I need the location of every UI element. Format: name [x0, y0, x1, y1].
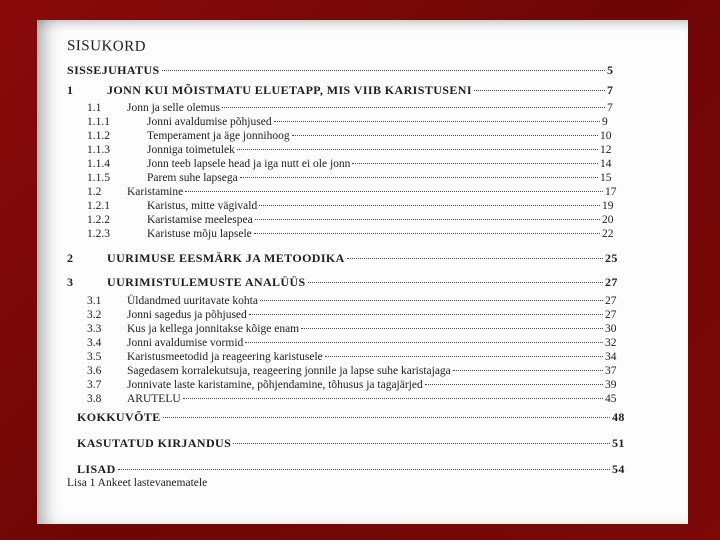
dot-leader — [352, 163, 598, 164]
scanned-page — [37, 20, 688, 524]
dot-leader — [222, 107, 605, 108]
toc-entry-label: KOKKUVÕTE — [77, 410, 161, 424]
toc-entry-page: 12 — [600, 144, 612, 156]
toc-entry — [87, 101, 627, 115]
toc-entry-page: 5 — [607, 63, 614, 77]
toc-entry-number: 3.5 — [87, 351, 102, 363]
dot-leader — [292, 135, 598, 136]
toc-entry-label: Kus ja kellega jonnitakse kõige enam — [127, 323, 300, 335]
toc-entry-page: 9 — [602, 116, 608, 128]
dot-leader — [453, 370, 603, 371]
toc-entry — [87, 378, 625, 392]
toc-entry-number: 3.1 — [87, 295, 102, 307]
toc-entry-page: 22 — [602, 228, 614, 240]
toc-entry-number: 1.1 — [87, 102, 102, 114]
toc-entry-label: Parem suhe lapsega — [147, 172, 238, 184]
toc-entry-page: 48 — [612, 410, 625, 424]
toc-entry-number: 3.2 — [87, 309, 102, 321]
toc-entry — [67, 63, 627, 77]
toc-entry-page: 27 — [605, 309, 617, 321]
dot-leader — [325, 356, 603, 357]
toc-entry — [87, 129, 620, 143]
toc-entry — [87, 115, 622, 129]
dot-leader — [259, 205, 600, 206]
toc-entry-number: 1.1.3 — [87, 144, 110, 156]
toc-entry-page: 30 — [605, 323, 617, 335]
toc-entry-page: 7 — [607, 83, 614, 97]
toc-entry-number: 1.1.4 — [87, 158, 110, 170]
dot-leader — [254, 233, 600, 234]
toc-entry-number: 1.1.1 — [87, 116, 110, 128]
toc-entry-page: 45 — [605, 393, 617, 405]
dot-leader — [347, 258, 603, 259]
toc-entry-page: 17 — [605, 186, 617, 198]
toc-entry-page: 20 — [602, 214, 614, 226]
toc-entry-page: 54 — [612, 462, 625, 476]
dot-leader — [118, 469, 610, 470]
dot-leader — [308, 282, 603, 283]
toc-entry-number: 1.1.5 — [87, 172, 110, 184]
toc-entry-label: Jonn ja selle olemus — [127, 102, 220, 114]
toc-entry-number: 1.2 — [87, 186, 102, 198]
dot-leader — [260, 300, 603, 301]
toc-entry-number: 3.7 — [87, 379, 102, 391]
toc-entry-label: Karistamise meelespea — [147, 214, 253, 226]
dot-leader — [245, 342, 603, 343]
dot-leader — [163, 417, 610, 418]
toc-entry-label: Karistusmeetodid ja reageering karistusele — [127, 351, 323, 363]
toc-entry — [87, 350, 625, 364]
toc-entry-label: LISAD — [77, 462, 116, 476]
toc-entry-label: UURIMISTULEMUSTE ANALÜÜS — [107, 275, 306, 289]
toc-entry — [87, 157, 620, 171]
toc-entry — [67, 275, 625, 289]
toc-entry — [87, 294, 625, 308]
toc-entry-label: Üldandmed uuritavate kohta — [127, 295, 258, 307]
toc-entry-page: 25 — [605, 251, 618, 265]
toc-entry-page: 51 — [612, 436, 625, 450]
dot-leader — [255, 219, 600, 220]
toc-entry-page: 14 — [600, 158, 612, 170]
toc-entry-page: 10 — [600, 130, 612, 142]
toc-entry — [87, 171, 620, 185]
toc-entry — [87, 364, 625, 378]
toc-entry-label: Jonnivate laste karistamine, põhjendamine, tõhusus ja tagajärjed — [127, 379, 423, 391]
dot-leader — [233, 443, 610, 444]
toc-entry — [87, 392, 625, 406]
dot-leader — [185, 191, 603, 192]
dot-leader — [237, 149, 598, 150]
dot-leader — [274, 121, 600, 122]
toc-entry — [67, 251, 625, 265]
toc-entry — [87, 199, 622, 213]
toc-entry-number: 3.8 — [87, 393, 102, 405]
toc-entry-label: Jonni sagedus ja põhjused — [127, 309, 247, 321]
toc-entry — [77, 462, 632, 476]
dot-leader — [425, 384, 603, 385]
toc-entry-page: 15 — [600, 172, 612, 184]
appendix-line: Lisa 1 Ankeet lastevanematele — [67, 477, 208, 489]
toc-entry — [77, 410, 632, 424]
toc-entry-label: Sagedasem korralekutsuja, reageering jonnile ja lapse suhe karistajaga — [127, 365, 451, 377]
toc-entry-page: 7 — [607, 102, 613, 114]
toc-entry-label: Jonni avaldumise põhjused — [147, 116, 272, 128]
toc-entry-page: 19 — [602, 200, 614, 212]
toc-entry — [87, 308, 625, 322]
toc-entry-number: 3 — [67, 275, 74, 289]
toc-entry-label: JONN KUI MÕISTMATU ELUETAPP, MIS VIIB KARISTUSENI — [107, 83, 472, 97]
toc-entry-page: 34 — [605, 351, 617, 363]
dot-leader — [474, 90, 605, 91]
dot-leader — [162, 70, 605, 71]
toc-entry-label: Temperament ja äge jonnihoog — [147, 130, 290, 142]
toc-entry-number: 1.1.2 — [87, 130, 110, 142]
toc-title: SISUKORD — [66, 38, 147, 55]
toc-entry-label: UURIMUSE EESMÄRK JA METOODIKA — [107, 251, 345, 265]
toc-entry — [87, 322, 625, 336]
toc-entry — [87, 227, 622, 241]
toc-entry-page: 27 — [605, 295, 617, 307]
table-of-contents — [67, 38, 687, 490]
toc-entry-number: 3.3 — [87, 323, 102, 335]
toc-entry-page: 37 — [605, 365, 617, 377]
toc-entry-label: Jonn teeb lapsele head ja iga nutt ei ole jonn — [147, 158, 351, 170]
toc-entry-label: Karistus, mitte vägivald — [147, 200, 258, 212]
toc-entry — [87, 336, 625, 350]
toc-entry-page: 39 — [605, 379, 617, 391]
dot-leader — [249, 314, 603, 315]
toc-entry-number: 3.4 — [87, 337, 102, 349]
toc-entry-label: KASUTATUD KIRJANDUS — [77, 436, 232, 450]
toc-entry-number: 2 — [67, 251, 74, 265]
toc-entry — [77, 436, 632, 450]
toc-entry-label: Jonniga toimetulek — [147, 144, 235, 156]
toc-entry-page: 32 — [605, 337, 617, 349]
toc-entry-number: 3.6 — [87, 365, 102, 377]
dot-leader — [240, 177, 598, 178]
dot-leader — [183, 398, 603, 399]
toc-entry — [87, 213, 622, 227]
toc-entry-label: Karistuse mõju lapsele — [147, 228, 252, 240]
toc-entry-label: Jonni avaldumise vormid — [127, 337, 244, 349]
toc-entry-number: 1.2.2 — [87, 214, 110, 226]
toc-entry — [87, 185, 625, 199]
toc-entry — [87, 143, 620, 157]
toc-entry-number: 1.2.3 — [87, 228, 110, 240]
dot-leader — [301, 328, 603, 329]
toc-entry-label: SISSEJUHATUS — [67, 63, 160, 77]
toc-entry-label: ARUTELU — [127, 393, 181, 405]
toc-entry-label: Karistamine — [127, 186, 184, 198]
toc-entry-page: 27 — [605, 275, 618, 289]
toc-entry — [67, 83, 627, 97]
toc-entry-number: 1 — [67, 83, 74, 97]
toc-entries — [67, 63, 687, 476]
toc-entry-number: 1.2.1 — [87, 200, 110, 212]
